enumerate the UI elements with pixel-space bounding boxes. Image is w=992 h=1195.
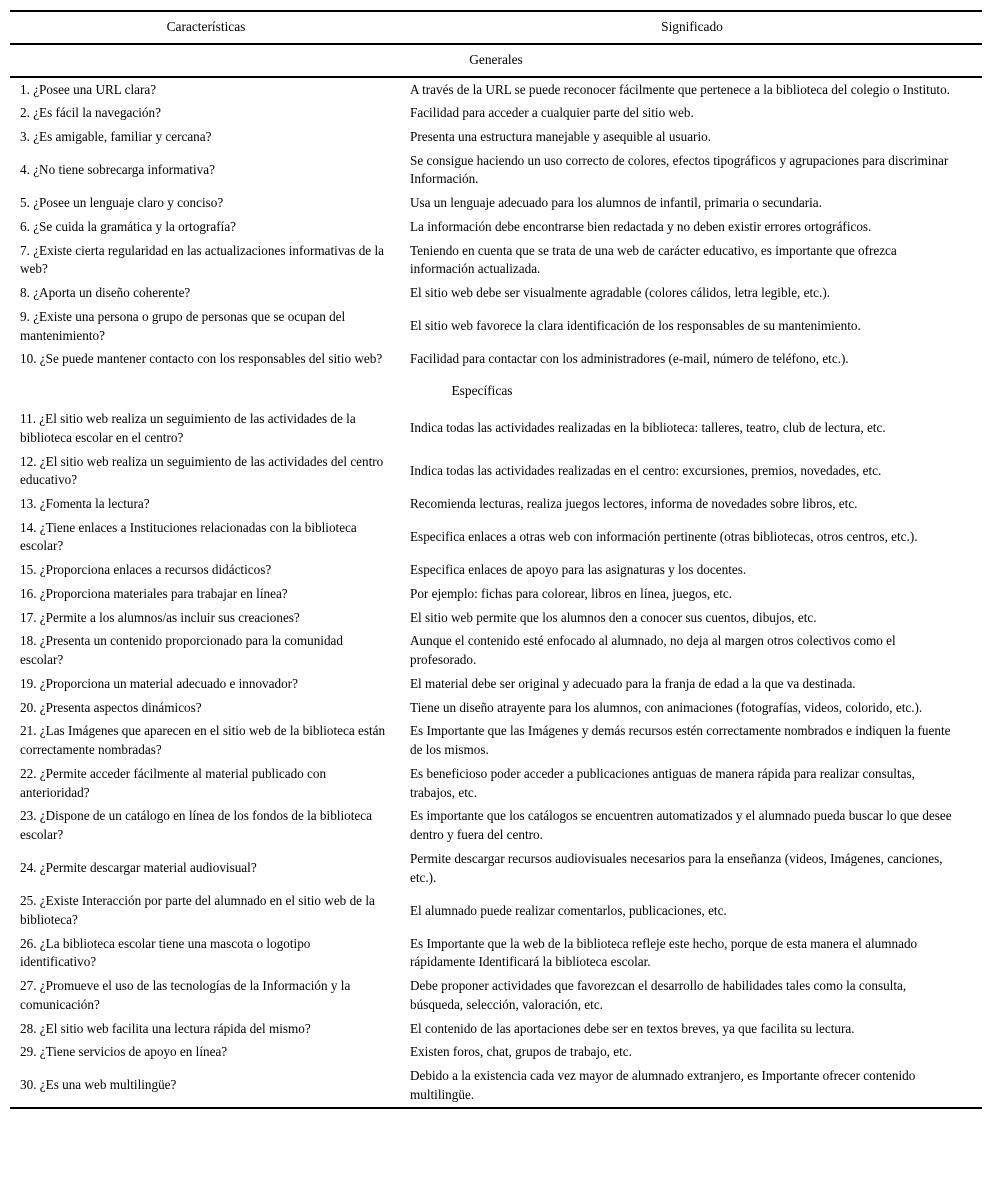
meaning-cell: Es importante que los catálogos se encuentren automatizados y el alumnado pueda buscar lo que desee dentro y fuera del centro. xyxy=(410,808,952,843)
meaning-cell: Debe proponer actividades que favorezcan el desarrollo de habilidades tales como la consulta, búsqueda, selección, valoración, etc. xyxy=(410,978,907,1012)
feature-cell: 23. ¿Dispone de un catálogo en línea de los fondos de la biblioteca escolar? xyxy=(20,808,372,843)
table-row xyxy=(10,102,982,126)
feature-cell: 11. ¿El sitio web realiza un seguimiento de las actividades de la biblioteca escolar en el centro? xyxy=(20,411,356,445)
feature-cell: 9. ¿Existe una persona o grupo de personas que se ocupan del mantenimiento? xyxy=(20,308,346,343)
feature-cell: 19. ¿Proporciona un material adecuado e innovador? xyxy=(20,675,298,691)
meaning-cell: Por ejemplo: fichas para colorear, libros en línea, juegos, etc. xyxy=(410,585,733,601)
feature-cell: 30. ¿Es una web multilingüe? xyxy=(10,1065,402,1108)
feature-cell: 4. ¿No tiene sobrecarga informativa? xyxy=(20,162,215,178)
meaning-cell: Indica todas las actividades realizadas en el centro: excursiones, premios, novedades, etc. xyxy=(410,462,882,478)
table-row xyxy=(10,975,982,1017)
table-row xyxy=(10,805,982,847)
table-row xyxy=(10,282,982,306)
table-row xyxy=(10,890,982,932)
feature-cell: 27. ¿Promueve el uso de las tecnologías de la Información y la comunicación? xyxy=(20,978,351,1012)
meaning-cell: El alumnado puede realizar comentarlos, publicaciones, etc. xyxy=(410,902,727,918)
header-row xyxy=(10,11,982,44)
table-row xyxy=(10,1017,982,1041)
meaning-cell: Teniendo en cuenta que se trata de una web de carácter educativo, es importante que ofrezca información actualizada. xyxy=(410,242,897,277)
table-row xyxy=(10,450,982,492)
meaning-cell: Facilidad para contactar con los administradores (e-mail, número de teléfono, etc.). xyxy=(410,351,849,367)
meaning-cell: El contenido de las aportaciones debe ser en textos breves, ya que facilita su lectura. xyxy=(410,1020,855,1036)
table-row xyxy=(10,215,982,239)
feature-cell: 8. ¿Aporta un diseño coherente? xyxy=(20,285,191,301)
feature-cell: 3. ¿Es amigable, familiar y cercana? xyxy=(20,128,212,144)
feature-cell: 25. ¿Existe Interacción por parte del alumnado en el sitio web de la biblioteca? xyxy=(20,893,375,927)
column-header-caracteristicas: Características xyxy=(10,11,402,44)
table-row xyxy=(10,408,982,450)
feature-cell: 14. ¿Tiene enlaces a Instituciones relacionadas con la biblioteca escolar? xyxy=(20,519,357,554)
table-row xyxy=(10,559,982,583)
table-row xyxy=(10,847,982,889)
table-row xyxy=(10,77,982,102)
table-body xyxy=(10,77,982,1108)
meaning-cell: Es beneficioso poder acceder a publicaciones antiguas de manera rápida para realizar consultas, trabajos, etc. xyxy=(410,765,915,800)
meaning-cell: Facilidad para acceder a cualquier parte del sitio web. xyxy=(410,105,694,121)
feature-cell: 15. ¿Proporciona enlaces a recursos didácticos? xyxy=(20,562,272,578)
table-row xyxy=(10,516,982,558)
table-row xyxy=(10,348,982,372)
feature-cell: 24. ¿Permite descargar material audiovisual? xyxy=(20,860,257,876)
meaning-cell: Se consigue haciendo un uso correcto de colores, efectos tipográficos y agrupaciones para discriminar Información. xyxy=(410,152,949,187)
meaning-cell: Aunque el contenido esté enfocado al alumnado, no deja al margen otros colectivos como el profesorado. xyxy=(410,633,896,668)
feature-cell: 2. ¿Es fácil la navegación? xyxy=(20,105,161,121)
section-header-generales-label: Generales xyxy=(10,44,982,77)
table-row xyxy=(10,696,982,720)
meaning-cell: Tiene un diseño atrayente para los alumnos, con animaciones (fotografías, videos, colorido, etc.). xyxy=(410,699,923,715)
meaning-cell: Indica todas las actividades realizadas en la biblioteca: talleres, teatro, club de lectura, etc. xyxy=(410,420,886,436)
feature-cell: 12. ¿El sitio web realiza un seguimiento de las actividades del centro educativo? xyxy=(20,453,384,488)
table-row xyxy=(10,305,982,347)
feature-cell: 6. ¿Se cuida la gramática y la ortografía? xyxy=(20,218,237,234)
section-header-especificas-label: Específicas xyxy=(451,382,513,398)
feature-cell: 26. ¿La biblioteca escolar tiene una mascota o logotipo identificativo? xyxy=(20,935,311,970)
meaning-cell: Es Importante que la web de la biblioteca refleje este hecho, porque de esta manera el alumnado rápidamente Identificará la biblioteca escolar. xyxy=(410,935,918,970)
meaning-cell: La información debe encontrarse bien redactada y no deben existir errores ortográficos. xyxy=(410,218,872,234)
meaning-cell: El sitio web favorece la clara identificación de los responsables de su mantenimiento. xyxy=(410,318,861,334)
meaning-cell: El material debe ser original y adecuado para la franja de edad a la que va destinada. xyxy=(410,675,856,691)
meaning-cell: Especifica enlaces a otras web con información pertinente (otras bibliotecas, otros centros, etc.). xyxy=(410,529,918,545)
column-header-significado: Significado xyxy=(402,11,982,44)
table-row xyxy=(10,606,982,630)
feature-cell: 22. ¿Permite acceder fácilmente al material publicado con anterioridad? xyxy=(20,765,327,800)
table-row xyxy=(10,762,982,804)
meaning-cell: Existen foros, chat, grupos de trabajo, etc. xyxy=(410,1044,632,1060)
feature-cell: 18. ¿Presenta un contenido proporcionado para la comunidad escolar? xyxy=(20,633,343,668)
meaning-cell: Especifica enlaces de apoyo para las asignaturas y los docentes. xyxy=(410,562,747,578)
section-header-especificas-cell xyxy=(402,372,982,408)
meaning-cell: Recomienda lecturas, realiza juegos lectores, informa de novedades sobre libros, etc. xyxy=(410,496,858,512)
table-row xyxy=(10,932,982,974)
feature-cell: 10. ¿Se puede mantener contacto con los responsables del sitio web? xyxy=(20,351,383,367)
feature-cell: 17. ¿Permite a los alumnos/as incluir sus creaciones? xyxy=(20,609,300,625)
feature-cell: 21. ¿Las Imágenes que aparecen en el sitio web de la biblioteca están correctamente nombradas? xyxy=(20,723,386,758)
table-row xyxy=(10,493,982,517)
feature-cell: 16. ¿Proporciona materiales para trabajar en línea? xyxy=(20,585,288,601)
table-row xyxy=(10,582,982,606)
table-row xyxy=(10,672,982,696)
feature-cell: 28. ¿El sitio web facilita una lectura rápida del mismo? xyxy=(20,1020,311,1036)
table-row xyxy=(10,125,982,149)
table-row xyxy=(10,1041,982,1065)
feature-cell: 7. ¿Existe cierta regularidad en las actualizaciones informativas de la web? xyxy=(20,242,384,277)
table-row xyxy=(10,630,982,672)
feature-cell: 29. ¿Tiene servicios de apoyo en línea? xyxy=(20,1044,228,1060)
criteria-table xyxy=(10,10,982,1109)
feature-cell: 1. ¿Posee una URL clara? xyxy=(20,81,157,97)
meaning-cell: Usa un lenguaje adecuado para los alumnos de infantil, primaria o secundaria. xyxy=(410,195,822,211)
section-header-especificas xyxy=(10,372,982,408)
meaning-cell: Presenta una estructura manejable y asequible al usuario. xyxy=(410,128,712,144)
table-row xyxy=(10,192,982,216)
feature-cell: 20. ¿Presenta aspectos dinámicos? xyxy=(20,699,202,715)
meaning-cell: El sitio web debe ser visualmente agradable (colores cálidos, letra legible, etc.). xyxy=(410,285,831,301)
meaning-cell: Permite descargar recursos audiovisuales necesarios para la enseñanza (videos, Imágenes, canciones, etc.). xyxy=(410,850,943,885)
table-row xyxy=(10,149,982,191)
feature-cell: 13. ¿Fomenta la lectura? xyxy=(20,496,150,512)
feature-cell: 5. ¿Posee un lenguaje claro y conciso? xyxy=(20,195,224,211)
section-header-generales xyxy=(10,44,982,77)
meaning-cell: El sitio web permite que los alumnos den a conocer sus cuentos, dibujos, etc. xyxy=(410,609,817,625)
section-header-especificas-spacer xyxy=(10,372,402,408)
table-row xyxy=(10,1065,982,1108)
table-row xyxy=(10,239,982,281)
meaning-cell: Debido a la existencia cada vez mayor de alumnado extranjero, es Importante ofrecer contenido multilingüe. xyxy=(402,1065,982,1108)
meaning-cell: Es Importante que las Imágenes y demás recursos estén correctamente nombrados e indiquen la fuente de los mismos. xyxy=(410,723,951,758)
table-head xyxy=(10,11,982,77)
meaning-cell: A través de la URL se puede reconocer fácilmente que pertenece a la biblioteca del colegio o Instituto. xyxy=(410,81,950,97)
table-row xyxy=(10,720,982,762)
